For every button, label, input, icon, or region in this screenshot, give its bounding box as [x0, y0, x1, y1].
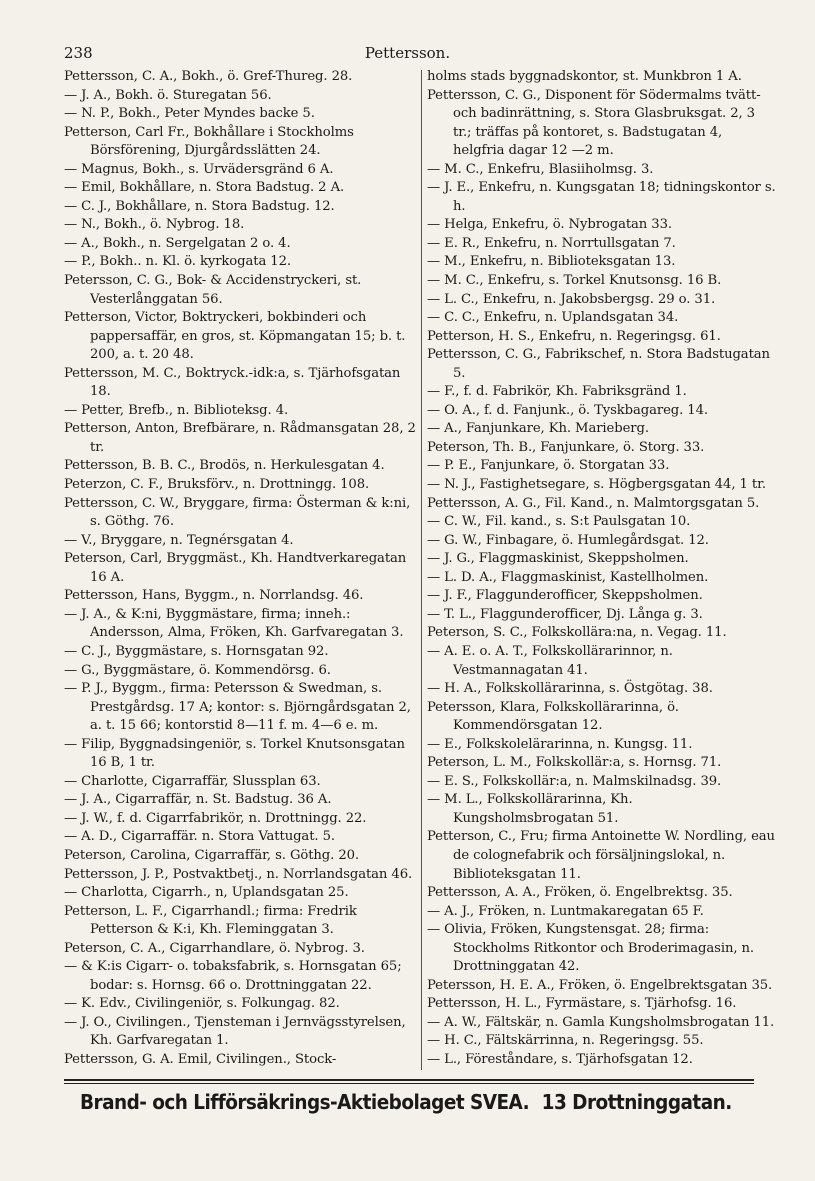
directory-entry: — G. W., Finbagare, ö. Humlegårdsgat. 12.: [427, 532, 709, 548]
directory-entry: Petterson, L. F., Cigarrhandl.; firma: Fredrik Petterson & K:i, Kh. Fleminggatan 3.: [64, 903, 357, 938]
directory-entry: — J. A., Cigarraffär, n. St. Badstug. 36 A.: [64, 792, 332, 808]
directory-entry: Pettersson, M. C., Boktryck.-idk:a, s. Tjärhofsgatan 18.: [64, 365, 401, 400]
directory-entry: — J. O., Civilingen., Tjensteman i Jernvägsstyrelsen, Kh. Garfvaregatan 1.: [64, 1014, 406, 1049]
directory-entry: Peterson, Carolina, Cigarraffär, s. Göthg. 20.: [64, 847, 360, 863]
page-header: [64, 44, 751, 66]
right-column: [427, 68, 777, 1070]
directory-entry: Petterson, H. S., Enkefru, n. Regeringsg. 61.: [427, 328, 721, 344]
directory-entry: — G., Byggmästare, ö. Kommendörsg. 6.: [64, 662, 331, 678]
directory-entry: Pettersson, Hans, Byggm., n. Norrlandsg. 46.: [64, 588, 364, 604]
directory-entry: — F., f. d. Fabrikör, Kh. Fabriksgränd 1.: [427, 384, 687, 400]
running-head: Pettersson.: [364, 44, 451, 62]
directory-entry: Peterson, L. M., Folkskollär:a, s. Hornsg. 71.: [427, 755, 722, 771]
footer-rule-thin: [64, 1083, 754, 1084]
directory-entry: — A. J., Fröken, n. Luntmakaregatan 65 F.: [427, 903, 704, 919]
directory-entry: — J. W., f. d. Cigarrfabrikör, n. Drottningg. 22.: [64, 810, 367, 826]
directory-entry: — A. W., Fältskär, n. Gamla Kungsholmsbrogatan 11.: [427, 1014, 775, 1030]
directory-entry: — C. J., Bokhållare, n. Stora Badstug. 12.: [64, 198, 335, 214]
directory-entry: Pettersson, G. A. Emil, Civilingen., Stock-: [64, 1051, 337, 1067]
footer-advertisement: [80, 1090, 732, 1114]
footer-rule: [64, 1079, 754, 1081]
directory-entry: — N. P., Bokh., Peter Myndes backe 5.: [64, 106, 315, 122]
directory-entry: — C. J., Byggmästare, s. Hornsgatan 92.: [64, 643, 329, 659]
directory-entry: — Petter, Brefb., n. Biblioteksg. 4.: [64, 402, 289, 418]
directory-entry: — M., Enkefru, n. Biblioteksgatan 13.: [427, 254, 676, 270]
directory-entry: — H. C., Fältskärrinna, n. Regeringsg. 55.: [427, 1033, 704, 1049]
directory-entry: — E. S., Folkskollär:a, n. Malmskilnadsg. 39.: [427, 773, 722, 789]
directory-entry: Peterson, S. C., Folkskollära:na, n. Vegag. 11.: [427, 625, 727, 641]
directory-entry: Pettersson, H. L., Fyrmästare, s. Tjärhofsg. 16.: [427, 996, 737, 1012]
directory-entry: Pettersson, B. B. C., Brodös, n. Herkulesgatan 4.: [64, 458, 385, 474]
directory-entry: — A. D., Cigarraffär. n. Stora Vattugat. 5.: [64, 829, 335, 845]
directory-entry: Petterson, Victor, Boktryckeri, bokbinderi och pappersaffär, en gros, st. Köpmangatan 15; b. t. 200, a. t. 20 48.: [64, 310, 406, 363]
directory-entry: — E. R., Enkefru, n. Norrtullsgatan 7.: [427, 235, 676, 251]
directory-entry: — M. L., Folkskollärarinna, Kh. Kungsholmsbrogatan 51.: [427, 792, 633, 826]
directory-entry: Pettersson, C. A., Bokh., ö. Gref-Thureg. 28.: [64, 69, 353, 84]
directory-entry: Pettersson, C. G., Disponent för Södermalms tvätt- och badinrättning, s. Stora Glasbruksgat. 2, 3 tr.; träffas på kontoret, s. Badstugatan 4, helgfria dagar 12 —2 m.: [427, 87, 761, 159]
directory-entry: — A., Bokh., n. Sergelgatan 2 o. 4.: [64, 235, 291, 251]
directory-entry: — P., Bokh.. n. Kl. ö. kyrkogata 12.: [64, 254, 291, 270]
directory-entry: Pettersson, A. A., Fröken, ö. Engelbrektsg. 35.: [427, 885, 733, 901]
directory-entry: — P. E., Fanjunkare, ö. Storgatan 33.: [427, 458, 670, 474]
directory-entry: Petersson, H. E. A., Fröken, ö. Engelbrektsgatan 35.: [427, 977, 773, 993]
directory-entry: — Olivia, Fröken, Kungstensgat. 28; firma: Stockholms Ritkontor och Broderimagasin, n. Drottninggatan 42.: [427, 922, 755, 975]
directory-entry: Pettersson, C. G., Fabrikschef, n. Stora Badstugatan 5.: [427, 347, 770, 381]
directory-entry: — P. J., Byggm., firma: Petersson & Swedman, s. Prestgårdsg. 17 A; kontor: s. Björngårdsgatan 2, a. t. 15 66; kontorstid 8—11 f. m. 4—6 e. m.: [64, 681, 411, 734]
directory-entry: Peterson, C. A., Cigarrhandlare, ö. Nybrog. 3.: [64, 940, 365, 956]
directory-entry: — J. E., Enkefru, n. Kungsgatan 18; tidningskontor s. h.: [427, 180, 776, 214]
directory-entry: — Magnus, Bokh., s. Urvädersgränd 6 A.: [64, 161, 334, 177]
directory-entry: — N., Bokh., ö. Nybrog. 18.: [64, 217, 245, 233]
directory-entry: — M. C., Enkefru, Blasiiholmsg. 3.: [427, 161, 654, 177]
directory-entry: — Emil, Bokhållare, n. Stora Badstug. 2 A.: [64, 180, 345, 196]
footer-address: 13 Drottninggatan.: [541, 1090, 732, 1114]
directory-entry: — C. C., Enkefru, n. Uplandsgatan 34.: [427, 310, 679, 326]
directory-entry: holms stads byggnadskontor, st. Munkbron 1 A.: [427, 69, 742, 84]
directory-entry: — J. A., & K:ni, Byggmästare, firma; inneh.: Andersson, Alma, Fröken, Kh. Garfvaregatan 3.: [64, 606, 404, 641]
directory-entry: — J. A., Bokh. ö. Sturegatan 56.: [64, 87, 272, 103]
directory-entry: — H. A., Folkskollärarinna, s. Östgötag. 38.: [427, 681, 713, 697]
column-divider: [421, 70, 422, 1070]
directory-entry: — Charlotte, Cigarraffär, Slussplan 63.: [64, 773, 321, 789]
directory-entry: Petterson, Anton, Brefbärare, n. Rådmansgatan 28, 2 tr.: [64, 421, 416, 455]
directory-entry: Peterzon, C. F., Bruksförv., n. Drottningg. 108.: [64, 477, 370, 493]
directory-entry: — J. G., Flaggmaskinist, Skeppsholmen.: [427, 551, 689, 567]
directory-entry: Peterson, Carl, Bryggmäst., Kh. Handtverkaregatan 16 A.: [64, 551, 407, 585]
directory-entry: — C. W., Fil. kand., s. S:t Paulsgatan 10.: [427, 514, 691, 530]
directory-entry: — & K:is Cigarr- o. tobaksfabrik, s. Hornsgatan 65; bodar: s. Hornsg. 66 o. Drottninggatan 22.: [64, 959, 402, 993]
directory-entry: Pettersson, A. G., Fil. Kand., n. Malmtorgsgatan 5.: [427, 495, 760, 511]
directory-entry: — Helga, Enkefru, ö. Nybrogatan 33.: [427, 217, 672, 233]
directory-entry: Pettersson, C. W., Bryggare, firma: Österman & k:ni, s. Göthg. 76.: [64, 495, 411, 530]
footer-company: Brand- och Lifförsäkrings-Aktiebolaget SVEA.: [80, 1090, 530, 1114]
directory-entry: — J. F., Flaggunderofficer, Skeppsholmen.: [427, 588, 703, 604]
directory-entry: — A., Fanjunkare, Kh. Marieberg.: [427, 421, 649, 437]
directory-entry: — Charlotta, Cigarrh., n, Uplandsgatan 25.: [64, 885, 349, 901]
directory-entry: — L. D. A., Flaggmaskinist, Kastellholmen.: [427, 569, 709, 585]
directory-entry: — V., Bryggare, n. Tegnérsgatan 4.: [64, 532, 294, 548]
directory-entry: — L. C., Enkefru, n. Jakobsbergsg. 29 o. 31.: [427, 291, 716, 307]
directory-entry: — Filip, Byggnadsingeniör, s. Torkel Knutsonsgatan 16 B, 1 tr.: [64, 736, 405, 771]
directory-entry: — M. C., Enkefru, s. Torkel Knutsonsg. 16 B.: [427, 273, 722, 289]
directory-entry: Petterson, C., Fru; firma Antoinette W. Nordling, eau de colognefabrik och försäljningslokal, n. Biblioteksgatan 11.: [427, 829, 775, 882]
directory-entry: Peterson, Th. B., Fanjunkare, ö. Storg. 33.: [427, 439, 705, 455]
directory-entry: — K. Edv., Civilingeniör, s. Folkungag. 82.: [64, 996, 340, 1012]
directory-entry: Pettersson, J. P., Postvaktbetj., n. Norrlandsgatan 46.: [64, 866, 413, 882]
directory-entry: — O. A., f. d. Fanjunk., ö. Tyskbagareg. 14.: [427, 402, 708, 418]
directory-entry: Petersson, C. G., Bok- & Accidenstryckeri, st. Vesterlånggatan 56.: [64, 273, 362, 307]
directory-entry: — L., Föreståndare, s. Tjärhofsgatan 12.: [427, 1051, 693, 1067]
directory-entry: Petterson, Carl Fr., Bokhållare i Stockholms Börsförening, Djurgårdsslätten 24.: [64, 124, 354, 159]
directory-entry: — N. J., Fastighetsegare, s. Högbergsgatan 44, 1 tr.: [427, 477, 766, 493]
left-column: [64, 68, 416, 1070]
directory-entry: — T. L., Flaggunderofficer, Dj. Långa g. 3.: [427, 606, 703, 622]
directory-entry: — E., Folkskolelärarinna, n. Kungsg. 11.: [427, 736, 693, 752]
page-number: 238: [64, 44, 93, 62]
directory-entry: — A. E. o. A. T., Folkskollärarinnor, n. Vestmannagatan 41.: [427, 643, 673, 678]
directory-entry: Petersson, Klara, Folkskollärarinna, ö. Kommendörsgatan 12.: [427, 699, 679, 734]
